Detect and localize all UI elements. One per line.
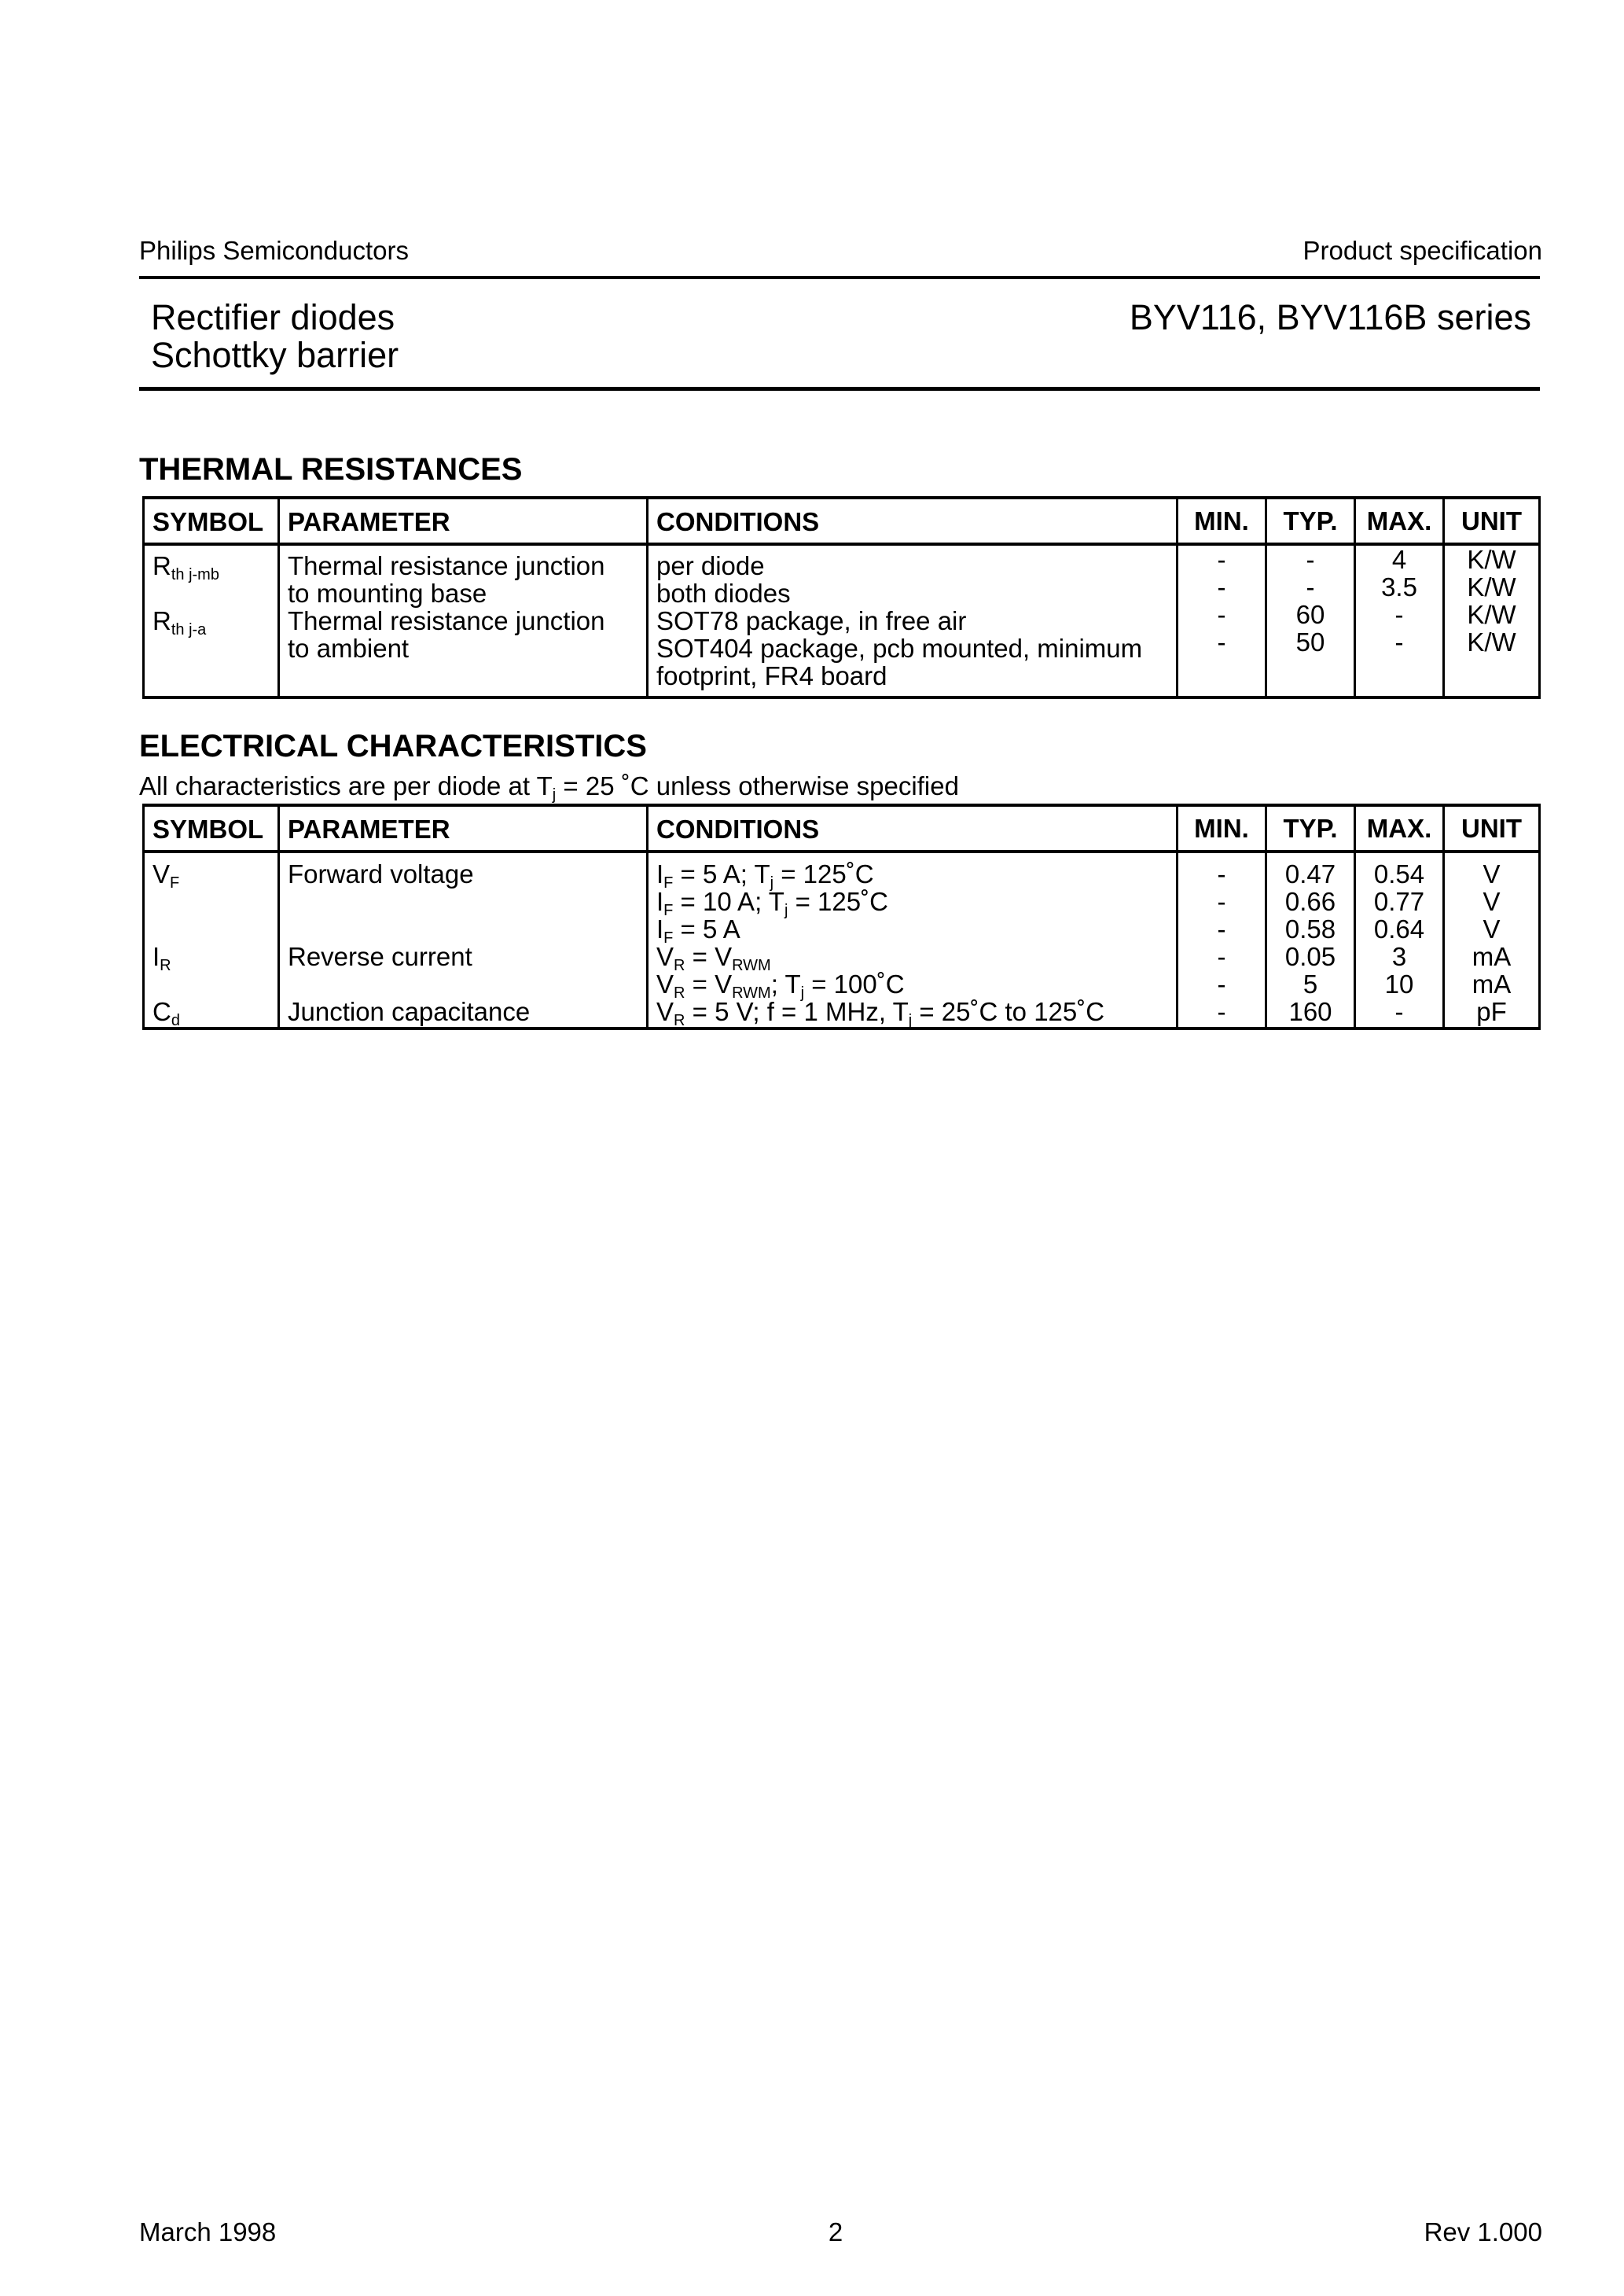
condition-text: $V_R = V_{RWM}$; $T_j$ = 100˚C <box>656 970 905 1002</box>
min-value: - <box>1217 600 1226 629</box>
page-number: 2 <box>828 2217 843 2246</box>
min-value: - <box>1217 859 1226 889</box>
typ-value: 0.58 <box>1284 914 1336 944</box>
max-cell <box>1355 544 1444 697</box>
max-cell <box>1355 852 1444 1028</box>
table-header-row <box>144 498 1540 544</box>
typ-value: 5 <box>1303 970 1318 999</box>
column-header-unit: UNIT <box>1444 498 1540 544</box>
title-line-2: Schottky barrier <box>151 335 399 375</box>
parameter-text: to ambient <box>288 634 410 663</box>
max-value: - <box>1394 627 1404 657</box>
parameter-text: to mounting base <box>288 579 487 608</box>
parameter-text: Thermal resistance junction <box>288 551 605 580</box>
thermal-heading: THERMAL RESISTANCES <box>139 452 523 487</box>
max-value: 0.77 <box>1373 887 1425 916</box>
symbol-cell <box>144 544 279 697</box>
symbol-ir: $I_R$ <box>152 942 171 974</box>
typ-cell <box>1266 852 1355 1028</box>
max-value: 3.5 <box>1381 572 1417 602</box>
min-value: - <box>1217 887 1226 916</box>
unit-value: mA <box>1472 970 1512 999</box>
column-header-parameter: PARAMETER <box>279 805 648 852</box>
title-line-1: Rectifier diodes <box>151 297 395 337</box>
max-value: 4 <box>1391 545 1407 574</box>
column-header-typ: TYP. <box>1266 805 1355 852</box>
unit-cell <box>1444 852 1540 1028</box>
max-value: 10 <box>1384 970 1414 999</box>
footer-revision: Rev 1.000 <box>1424 2217 1542 2246</box>
unit-value: K/W <box>1467 572 1516 602</box>
typ-value: 0.05 <box>1284 942 1336 971</box>
unit-value: V <box>1483 914 1501 944</box>
symbol-rth-ja: $R_{th j-a}$ <box>152 606 207 638</box>
unit-value: mA <box>1472 942 1512 971</box>
symbol-cd: $C_d$ <box>152 997 180 1029</box>
parameter-text: Junction capacitance <box>288 997 531 1026</box>
min-value: - <box>1217 545 1226 574</box>
unit-cell <box>1444 544 1540 697</box>
header-rule <box>139 276 1540 279</box>
unit-value: K/W <box>1467 627 1516 657</box>
typ-value: 60 <box>1295 600 1325 629</box>
column-header-max: MAX. <box>1355 498 1444 544</box>
typ-value: 160 <box>1288 997 1332 1026</box>
typ-cell <box>1266 544 1355 697</box>
unit-value: V <box>1483 859 1501 889</box>
symbol-cell <box>144 852 279 1028</box>
electrical-note: All characteristics are per diode at $T_j = 25$ ˚C unless otherwise specified <box>139 771 959 804</box>
typ-value: 0.47 <box>1284 859 1336 889</box>
max-value: 0.64 <box>1373 914 1425 944</box>
part-numbers: BYV116, BYV116B series <box>1129 297 1531 337</box>
table-header-row <box>144 805 1540 852</box>
company-name: Philips Semiconductors <box>139 236 409 265</box>
condition-text: footprint, FR4 board <box>656 661 887 690</box>
thermal-table <box>142 496 1541 699</box>
max-value: - <box>1394 997 1404 1026</box>
column-header-symbol: SYMBOL <box>144 498 279 544</box>
typ-value: - <box>1306 572 1315 602</box>
document-type: Product specification <box>1303 236 1542 265</box>
column-header-max: MAX. <box>1355 805 1444 852</box>
column-header-parameter: PARAMETER <box>279 498 648 544</box>
column-header-conditions: CONDITIONS <box>648 498 1178 544</box>
conditions-cell <box>648 852 1178 1028</box>
parameter-cell <box>279 544 648 697</box>
footer-date: March 1998 <box>139 2217 277 2246</box>
column-header-typ: TYP. <box>1266 498 1355 544</box>
condition-text: $I_F = 10$ A; $T_j$ = 125˚C <box>656 887 888 919</box>
min-cell <box>1178 544 1266 697</box>
title-rule <box>139 387 1540 391</box>
symbol-rth-jmb: $R_{th j-mb}$ <box>152 551 219 583</box>
electrical-table <box>142 804 1541 1030</box>
column-header-conditions: CONDITIONS <box>648 805 1178 852</box>
min-cell <box>1178 852 1266 1028</box>
parameter-text: Forward voltage <box>288 859 474 889</box>
typ-value: 50 <box>1295 627 1325 657</box>
min-value: - <box>1217 914 1226 944</box>
table-row <box>144 852 1540 1028</box>
typ-value: - <box>1306 545 1315 574</box>
unit-value: V <box>1483 887 1501 916</box>
max-value: 0.54 <box>1373 859 1425 889</box>
min-value: - <box>1217 942 1226 971</box>
column-header-min: MIN. <box>1178 805 1266 852</box>
min-value: - <box>1217 627 1226 657</box>
column-header-unit: UNIT <box>1444 805 1540 852</box>
max-value: - <box>1394 600 1404 629</box>
parameter-cell <box>279 852 648 1028</box>
table-row <box>144 544 1540 697</box>
electrical-heading: ELECTRICAL CHARACTERISTICS <box>139 729 647 763</box>
condition-text: $I_F = 5$ A <box>656 914 740 947</box>
condition-text: SOT78 package, in free air <box>656 606 967 635</box>
unit-value: K/W <box>1467 600 1516 629</box>
min-value: - <box>1217 970 1226 999</box>
condition-text: both diodes <box>656 579 791 608</box>
typ-value: 0.66 <box>1284 887 1336 916</box>
condition-text: $V_R = V_{RWM}$ <box>656 942 771 974</box>
column-header-min: MIN. <box>1178 498 1266 544</box>
column-header-symbol: SYMBOL <box>144 805 279 852</box>
min-value: - <box>1217 572 1226 602</box>
unit-value: pF <box>1476 997 1507 1026</box>
condition-text: per diode <box>656 551 765 580</box>
condition-text: $I_F = 5$ A; $T_j$ = 125˚C <box>656 859 874 892</box>
conditions-cell <box>648 544 1178 697</box>
parameter-text: Thermal resistance junction <box>288 606 605 635</box>
unit-value: K/W <box>1467 545 1516 574</box>
max-value: 3 <box>1391 942 1407 971</box>
condition-text: SOT404 package, pcb mounted, minimum <box>656 634 1143 663</box>
min-value: - <box>1217 997 1226 1026</box>
symbol-vf: $V_F$ <box>152 859 180 892</box>
parameter-text: Reverse current <box>288 942 472 971</box>
condition-text: $V_R = 5$ V; f = 1 MHz, $T_j$ = 25˚C to 125˚C <box>656 997 1105 1029</box>
